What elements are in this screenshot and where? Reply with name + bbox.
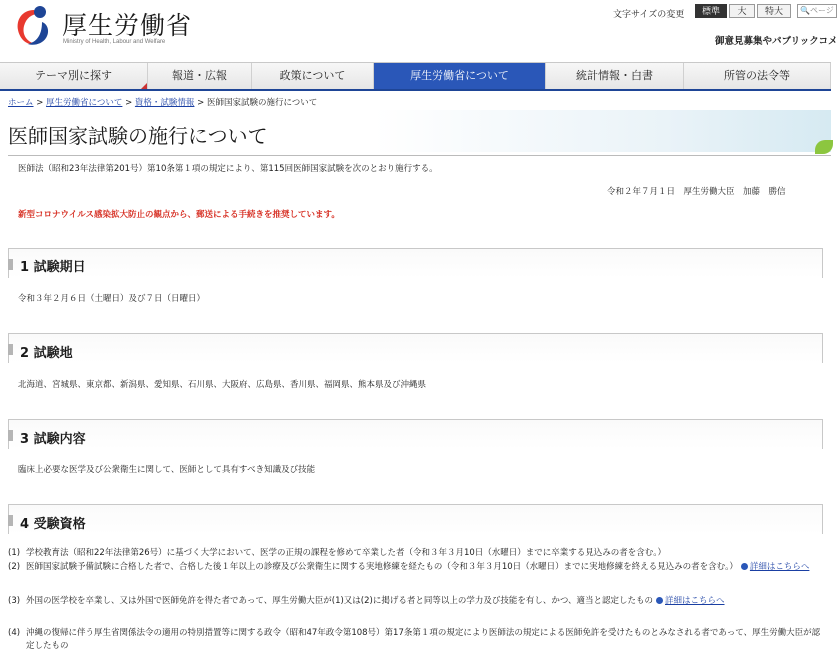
section-body-content: 臨床上必要な医学及び公衆衛生に関して、医師として具有すべき知識及び技能 [18, 465, 316, 475]
list-item-text: 沖縄の復帰に伴う厚生省関係法令の適用の特別措置等に関する政令（昭和47年政令第108号）第17条第１項の規定により医師法の規定による医師免許を受けたものとみなされる者であって、厚生労働大臣が認定したもの [26, 628, 821, 651]
nav-item-about[interactable]: 厚生労働省について [374, 63, 546, 89]
section-header-content [8, 419, 823, 449]
nav-item-laws[interactable]: 所管の法令等 [684, 63, 831, 89]
breadcrumb-separator: > [33, 98, 47, 108]
list-item-text: 医師国家試験予備試験に合格した者で、合格した後１年以上の診療及び公衆衛生に関する実地修練を経たもの（令和３年３月10日（水曜日）までに実地修練を終える見込みの者を含む。） [26, 562, 738, 572]
details-link[interactable]: 詳細はこちらへ [749, 562, 810, 572]
breadcrumb-qualifications[interactable]: 資格・試験情報 [134, 98, 195, 108]
search-placeholder: ページ [809, 6, 834, 15]
nav-item-press[interactable]: 報道・広報 [148, 63, 252, 89]
font-size-xlarge-button[interactable]: 特大 [757, 4, 791, 18]
global-nav [0, 62, 831, 91]
list-item-body [26, 561, 821, 574]
nav-item-policy[interactable]: 政策について [252, 63, 374, 89]
section-header-location [8, 333, 823, 363]
list-item-text: 学校教育法（昭和22年法律第26号）に基づく大学において、医学の正規の課程を修めて卒業した者（令和３年３月10日（水曜日）までに卒業する見込みの者を含む。） [26, 548, 667, 558]
logo-title[interactable]: 厚生労働省 [62, 11, 193, 40]
signature: 令和２年７月１日 厚生労働大臣 加藤 勝信 [607, 187, 786, 197]
list-item-number: (4) [8, 628, 21, 638]
breadcrumb-separator: > [194, 98, 207, 108]
search-input[interactable] [797, 4, 837, 18]
font-size-standard-button[interactable]: 標準 [695, 4, 727, 18]
breadcrumb-about[interactable]: 厚生労働省について [46, 98, 123, 108]
site-header [0, 0, 838, 62]
section-title-content: 3 試験内容 [20, 432, 86, 447]
nav-item-label: テーマ別に探す [35, 69, 112, 82]
list-item-number: (3) [8, 596, 21, 606]
link-arrow-icon [741, 563, 748, 570]
details-link[interactable]: 詳細はこちらへ [665, 596, 725, 606]
page-title: 医師国家試験の施行について [8, 124, 268, 148]
link-arrow-icon [656, 597, 663, 604]
section-header-eligibility [8, 504, 823, 534]
font-size-label: 文字サイズの変更 [613, 10, 685, 20]
breadcrumb-home[interactable]: ホーム [8, 98, 34, 108]
breadcrumb-separator: > [122, 98, 135, 108]
corner-marker-icon [141, 83, 147, 89]
mhlw-logo-icon[interactable] [14, 4, 54, 48]
section-body-location: 北海道、宮城県、東京都、新潟県、愛知県、石川県、大阪府、広島県、香川県、福岡県、熊本県及び沖縄県 [18, 380, 427, 390]
search-icon: 🔍 [800, 6, 810, 15]
list-item-body [26, 595, 821, 608]
breadcrumb [8, 96, 317, 108]
feedback-link[interactable]: 御意見募集やパブリックコメ [715, 36, 838, 47]
section-title-eligibility: 4 受験資格 [20, 517, 86, 532]
section-body-date: 令和３年２月６日（土曜日）及び７日（日曜日） [18, 294, 206, 304]
intro-text: 医師法（昭和23年法律第201号）第10条第１項の規定により、第115回医師国家試験を次のとおり施行する。 [18, 164, 438, 174]
breadcrumb-current: 医師国家試験の施行について [206, 98, 318, 108]
list-item-number: (2) [8, 562, 21, 572]
nav-item-theme[interactable] [0, 63, 148, 89]
nav-item-statistics[interactable]: 統計情報・白書 [546, 63, 684, 89]
section-header-date [8, 248, 823, 278]
font-size-large-button[interactable]: 大 [729, 4, 755, 18]
logo-subtitle: Ministry of Health, Labour and Welfare [63, 39, 166, 45]
notice-text: 新型コロナウイルス感染拡大防止の観点から、郵送による手続きを推奨しています。 [18, 210, 340, 220]
list-item-number: (1) [8, 548, 21, 558]
section-title-date: 1 試験期日 [20, 260, 86, 275]
section-title-location: 2 試験地 [20, 346, 73, 361]
list-item-text: 外国の医学校を卒業し、又は外国で医師免許を得た者であって、厚生労働大臣が(1)又は(2)に掲げる者と同等以上の学力及び技能を有し、かつ、適当と認定したもの [26, 596, 653, 606]
